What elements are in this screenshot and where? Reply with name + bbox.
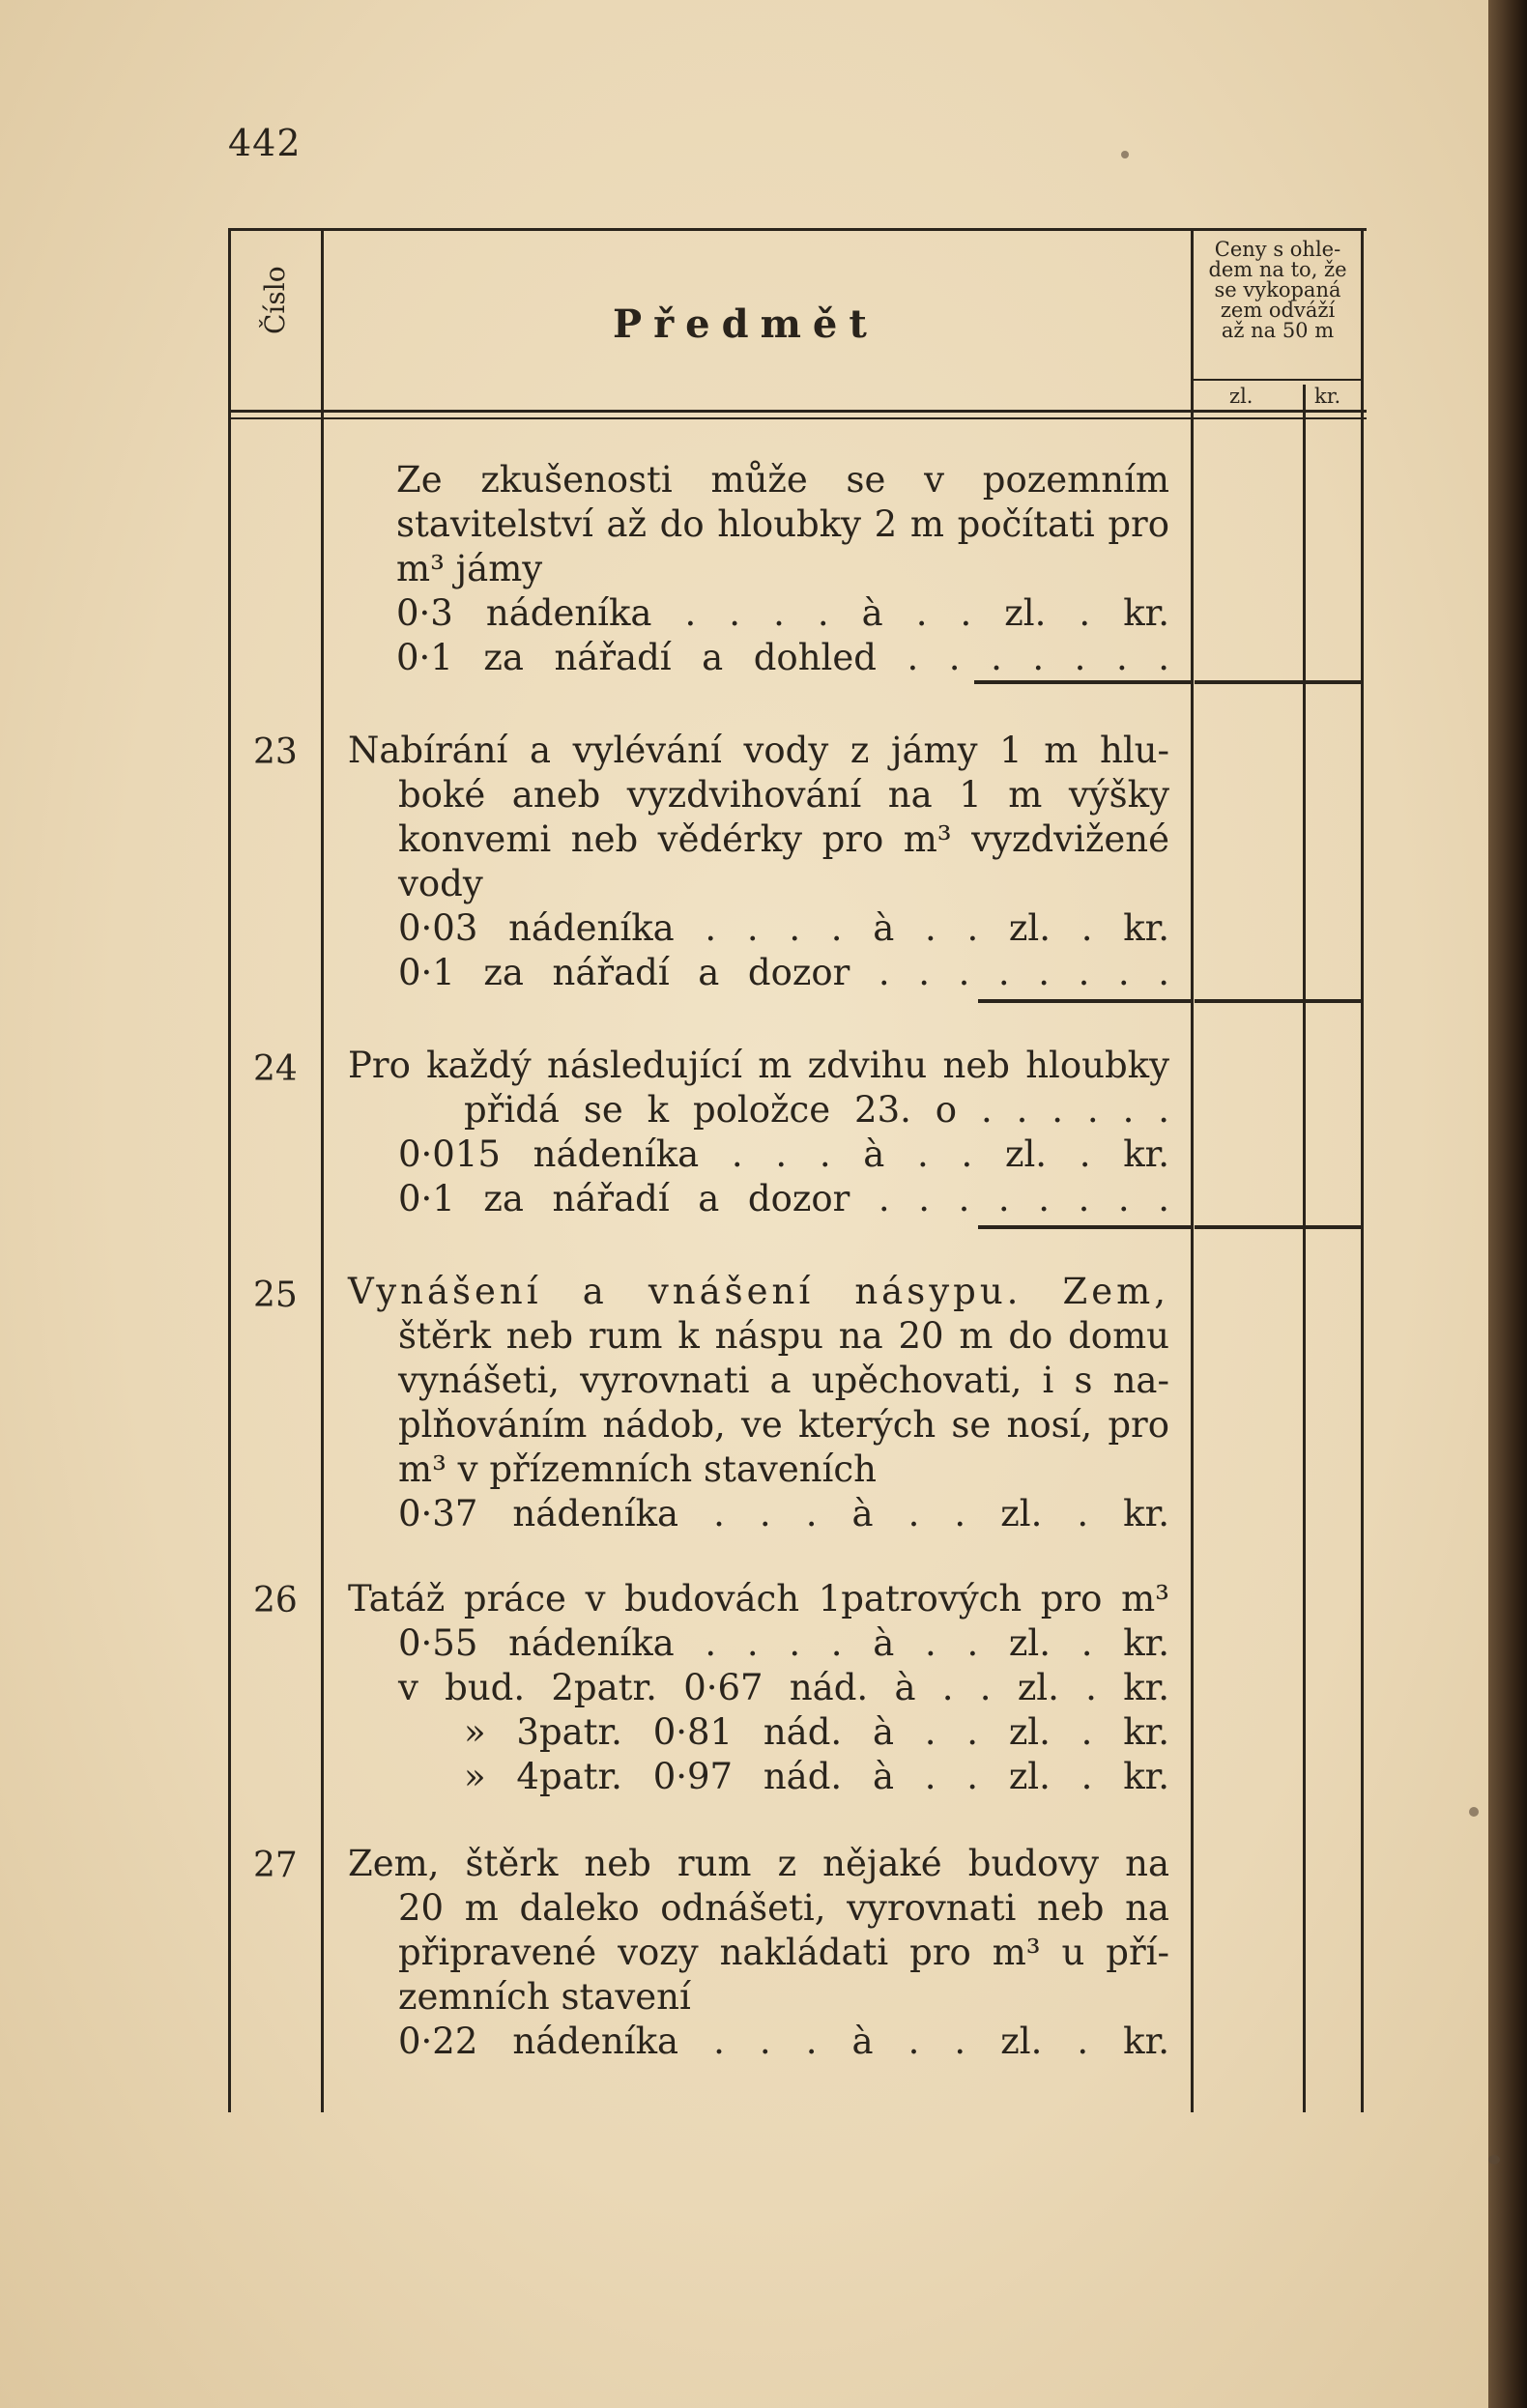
price-column-rule-left xyxy=(1191,228,1194,2112)
paper-speck xyxy=(1121,151,1129,158)
price-head-line: se vykopaná xyxy=(1214,278,1341,301)
table-header-rule xyxy=(228,410,1367,413)
entry-line: 0·1 za nářadí a dohled . . . . . . . xyxy=(396,637,1169,678)
entry-line: Nabírání a vylévání vody z jámy 1 m hlu- xyxy=(348,730,1169,771)
entry-line: stavitelství až do hloubky 2 m počítati pro xyxy=(396,503,1169,545)
entry-line: vynášeti, vyrovnati a upěchovati, i s na- xyxy=(398,1360,1169,1401)
entry-line: Pro každý následující m zdvihu neb hloubky xyxy=(348,1045,1169,1086)
entry-line: připravené vozy nakládati pro m³ u pří- xyxy=(398,1932,1169,1973)
column-label-predmet: Předmět xyxy=(613,301,879,347)
entry-number: 27 xyxy=(253,1846,298,1885)
entry-intro xyxy=(396,458,1169,680)
price-head-line: dem na to, že xyxy=(1208,258,1347,281)
price-head-line: zem odváží xyxy=(1220,299,1336,322)
entry-line: Zem, štěrk neb rum z nějaké budovy na xyxy=(348,1843,1169,1884)
entry-23 xyxy=(348,729,1169,995)
price-subhead-rule xyxy=(1191,379,1363,381)
unit-kr: kr. xyxy=(1314,385,1341,408)
entry-26 xyxy=(348,1577,1169,1799)
price-head-line: až na 50 m xyxy=(1221,319,1335,342)
price-column-rule-mid xyxy=(1303,385,1306,2112)
book-edge xyxy=(1488,0,1527,2408)
price-column-header xyxy=(1195,240,1361,341)
price-column-rule-right xyxy=(1361,228,1364,2112)
entry-line: zemních stavení xyxy=(398,1976,691,2018)
entry-line: Ze zkušenosti může se v pozemním xyxy=(396,459,1169,501)
sum-rule-price xyxy=(1195,999,1363,1003)
entry-line: Tatáž práce v budovách 1patrových pro m³ xyxy=(348,1578,1169,1620)
entry-line: 0·015 nádeníka . . . à . . zl. . kr. xyxy=(398,1133,1169,1175)
entry-line: Vynášení a vnášení násypu. Zem, xyxy=(348,1271,1169,1312)
entry-line: » 4patr. 0·97 nád. à . . zl. . kr. xyxy=(464,1756,1169,1797)
entry-number: 26 xyxy=(253,1581,298,1620)
entry-27 xyxy=(348,1842,1169,2064)
entry-line: 0·55 nádeníka . . . . à . . zl. . kr. xyxy=(398,1622,1169,1664)
entry-number: 23 xyxy=(253,732,298,772)
entry-24 xyxy=(348,1044,1169,1221)
number-column-rule xyxy=(321,228,324,2112)
sum-rule xyxy=(974,680,1193,684)
sum-rule-price xyxy=(1195,1225,1363,1229)
entry-line: vody xyxy=(398,863,483,904)
entry-line: m³ v přízemních staveních xyxy=(398,1448,877,1490)
page-number: 442 xyxy=(228,122,302,164)
table-left-border xyxy=(228,228,231,2112)
entry-line: 0·1 za nářadí a dozor . . . . . . . . xyxy=(398,952,1169,993)
sum-rule-price xyxy=(1195,680,1363,684)
entry-line: 0·1 za nářadí a dozor . . . . . . . . xyxy=(398,1178,1169,1219)
entry-line: 0·37 nádeníka . . . à . . zl. . kr. xyxy=(398,1493,1169,1534)
entry-line: boké aneb vyzdvihování na 1 m výšky xyxy=(398,774,1169,816)
column-label-cislo: Číslo xyxy=(259,266,291,334)
entry-line: přidá se k položce 23. o . . . . . . xyxy=(464,1089,1169,1131)
entry-line: 20 m daleko odnášeti, vyrovnati neb na xyxy=(398,1887,1169,1929)
price-head-line: Ceny s ohle- xyxy=(1214,238,1341,261)
entry-line: 0·03 nádeníka . . . . à . . zl. . kr. xyxy=(398,907,1169,949)
unit-zl: zl. xyxy=(1229,385,1253,408)
paper-speck xyxy=(1469,1807,1479,1817)
entry-line: v bud. 2patr. 0·67 nád. à . . zl. . kr. xyxy=(398,1667,1169,1708)
table-header-rule-2 xyxy=(228,417,1367,419)
sum-rule xyxy=(978,1225,1193,1229)
entry-line: konvemi neb vědérky pro m³ vyzdvižené xyxy=(398,818,1169,860)
entry-line: 0·22 nádeníka . . . à . . zl. . kr. xyxy=(398,2021,1169,2062)
entry-number: 25 xyxy=(253,1276,298,1315)
entry-line: 0·3 nádeníka . . . . à . . zl. . kr. xyxy=(396,592,1169,634)
entry-number: 24 xyxy=(253,1049,298,1089)
entry-line: plňováním nádob, ve kterých se nosí, pro xyxy=(398,1404,1169,1446)
paper-speck xyxy=(1488,2155,1500,2164)
sum-rule xyxy=(978,999,1193,1003)
table-top-border xyxy=(228,228,1367,231)
entry-line: » 3patr. 0·81 nád. à . . zl. . kr. xyxy=(464,1711,1169,1753)
entry-line: m³ jámy xyxy=(396,548,543,589)
entry-line: štěrk neb rum k náspu na 20 m do domu xyxy=(398,1315,1169,1357)
entry-25 xyxy=(348,1270,1169,1536)
